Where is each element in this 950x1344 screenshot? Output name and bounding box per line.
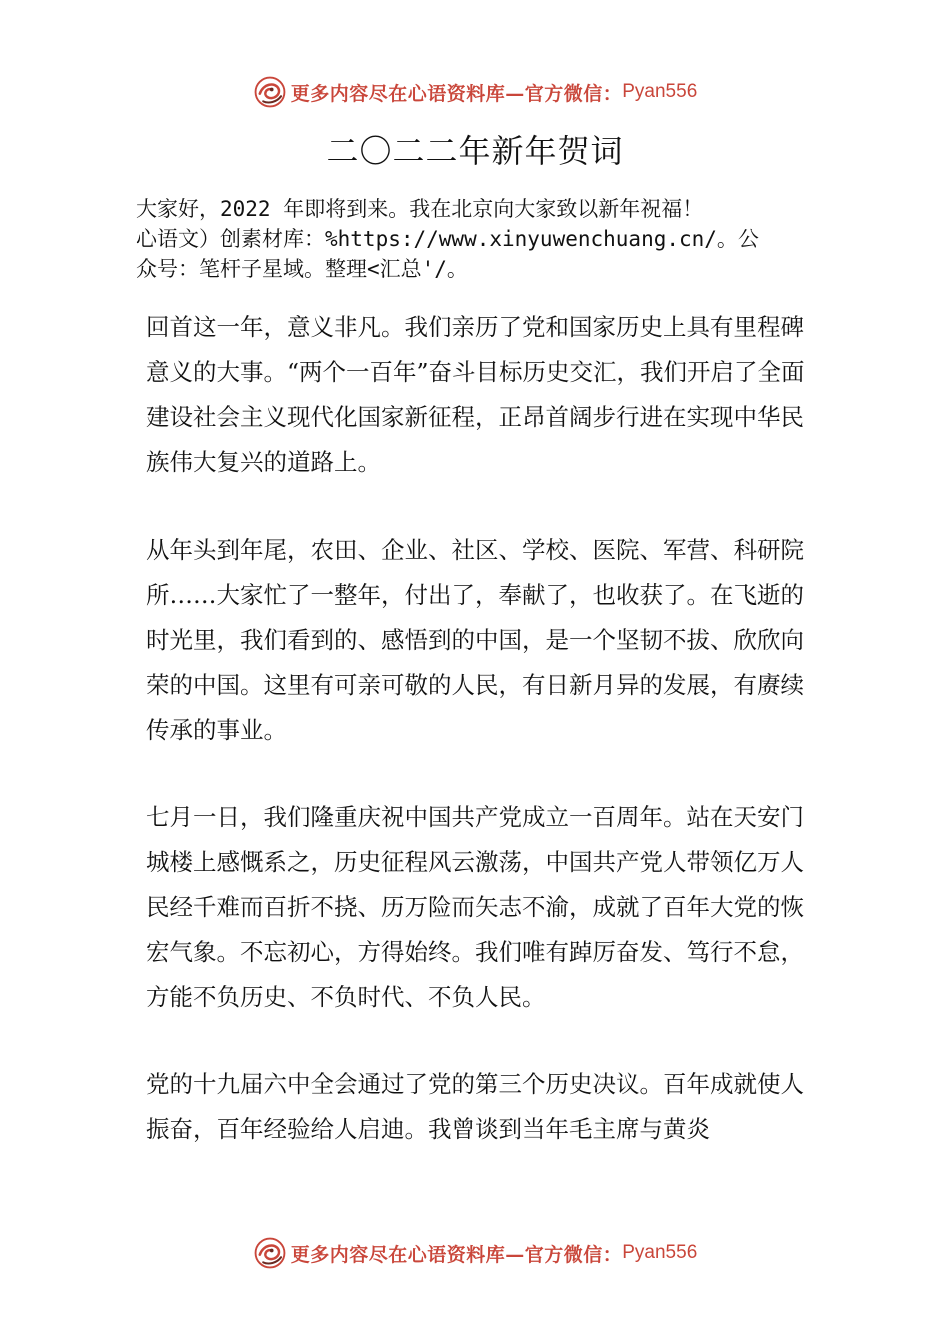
intro-line: 心语文）创素材库：%https://www.xinyuwenchuang.cn/。公 (136, 227, 759, 251)
body-paragraph: 七月一日，我们隆重庆祝中国共产党成立一百周年。站在天安门城楼上感慨系之，历史征程风云激荡，中国共产党人带领亿万人民经千难而百折不挠、历万险而矢志不渝，成就了百年大党的恢宏气象。不忘初心，方得始终。我们唯有踔厉奋发、笃行不怠，方能不负历史、不负时代、不负人民。 (146, 803, 804, 1011)
document-title: 二〇二二年新年贺词 (326, 132, 624, 170)
banner-promo-text: 更多内容尽在心语资料库—官方微信： (290, 82, 623, 105)
intro-line: 大家好，2022 年即将到来。我在北京向大家致以新年祝福！ (136, 197, 704, 221)
banner-promo-text: 更多内容尽在心语资料库—官方微信： (290, 1243, 623, 1266)
body-paragraph: 回首这一年，意义非凡。我们亲历了党和国家历史上具有里程碑意义的大事。“两个一百年”奋斗目标历史交汇，我们开启了全面建设社会主义现代化国家新征程，正昂首阔步行进在实现中华民族伟大复兴的道路上。 (146, 313, 805, 476)
intro-line: 众号：笔杆子星域。整理<汇总'/。 (136, 257, 468, 281)
footer-banner (0, 1233, 950, 1273)
body-paragraph: 从年头到年尾，农田、企业、社区、学校、医院、军营、科研院所……大家忙了一整年，付出了，奉献了，也收获了。在飞逝的时光里，我们看到的、感悟到的中国，是一个坚韧不拔、欣欣向荣的中国。这里有可亲可敬的人民，有日新月异的发展，有赓续传承的事业。 (146, 536, 804, 744)
banner-wechat-id: Pyan556 (622, 81, 698, 102)
swirl-logo-icon (253, 1236, 287, 1270)
intro-block (136, 194, 826, 284)
body-paragraph: 党的十九届六中全会通过了党的第三个历史决议。百年成就使人振奋，百年经验给人启迪。我曾谈到当年毛主席与黄炎 (146, 1070, 804, 1143)
header-banner (0, 72, 950, 112)
banner-wechat-id: Pyan556 (622, 1242, 698, 1263)
swirl-logo-icon (253, 75, 287, 109)
